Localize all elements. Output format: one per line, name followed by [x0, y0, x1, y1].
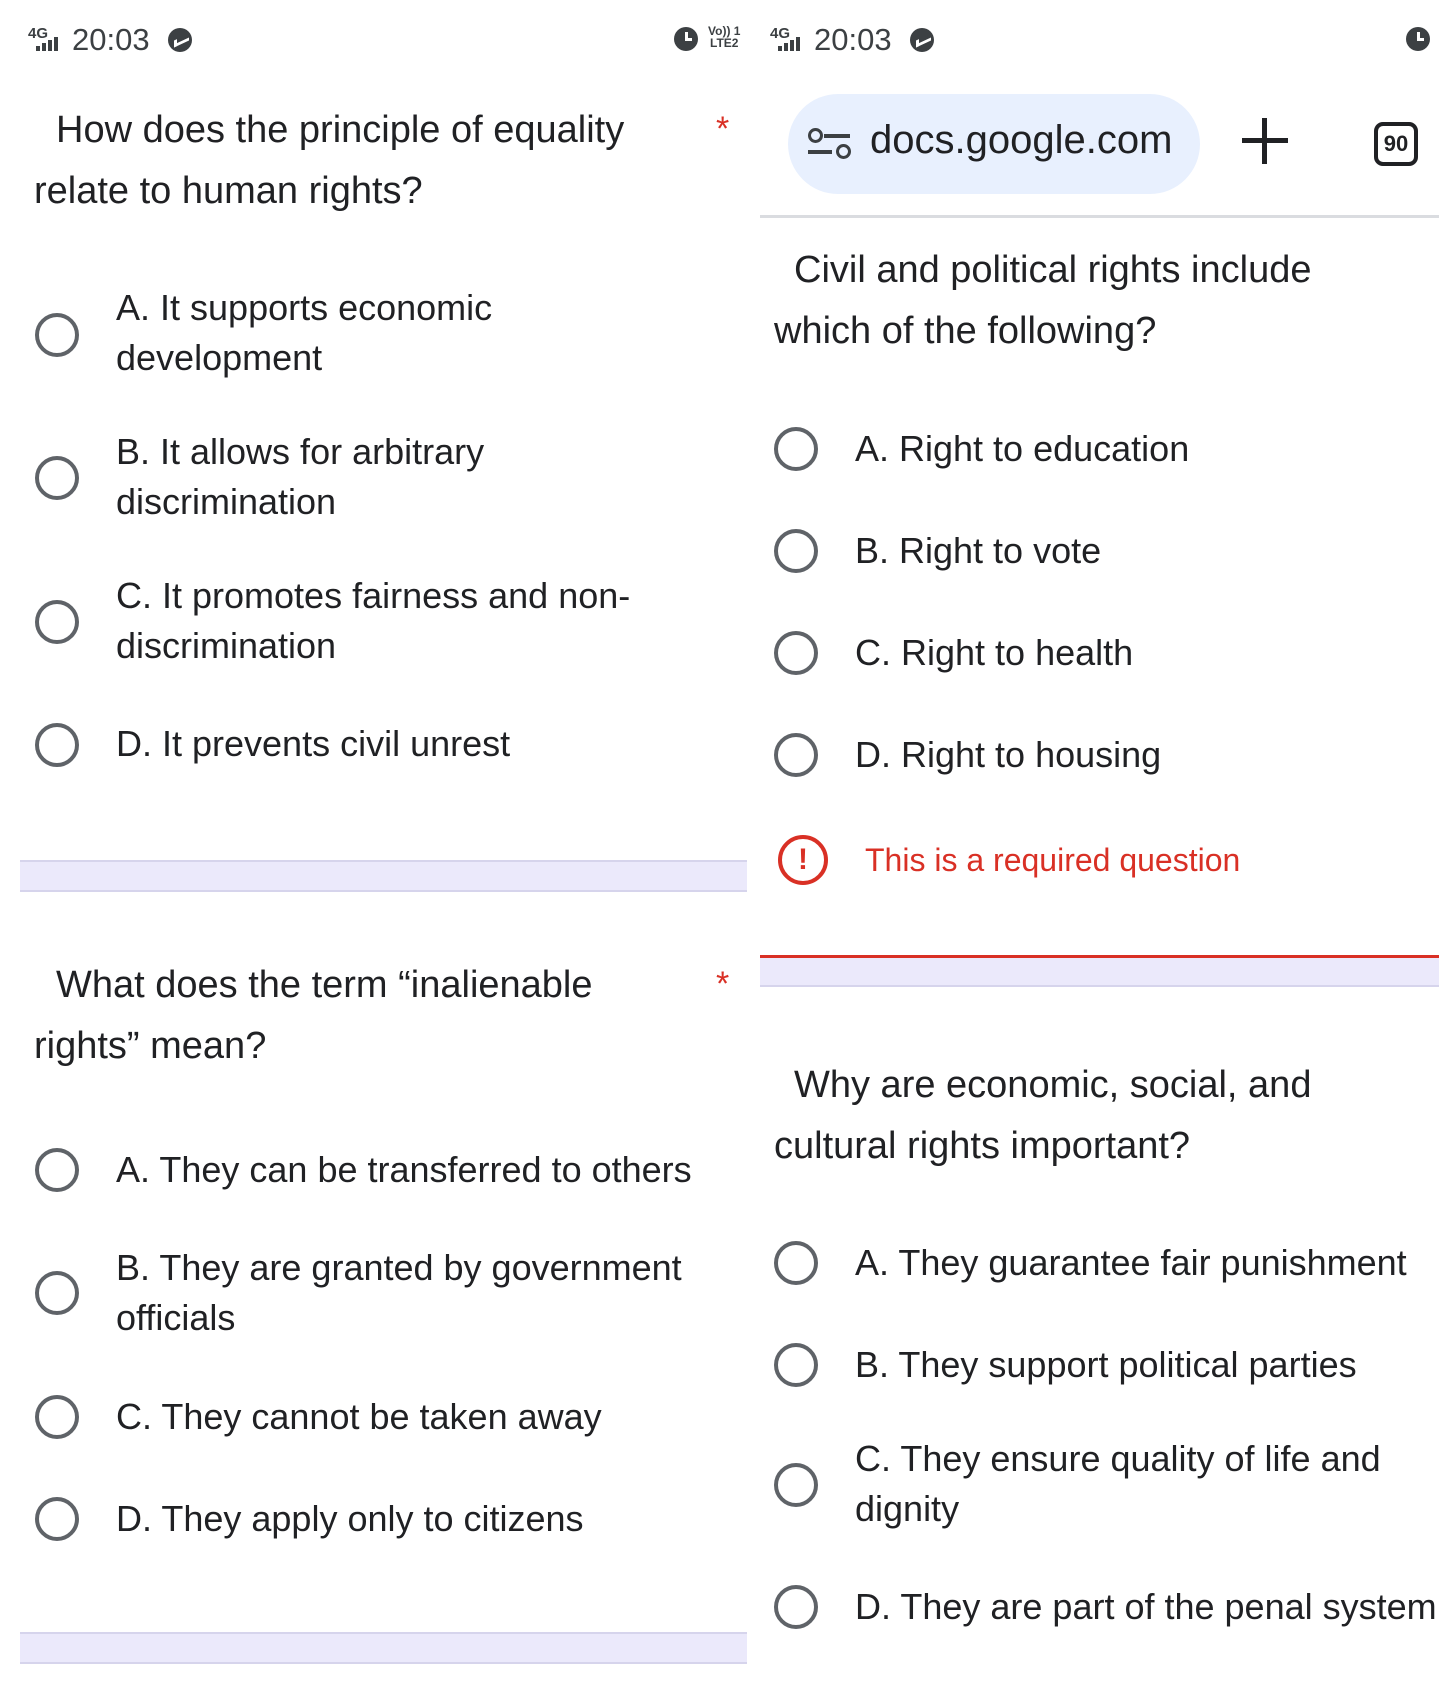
radio-button[interactable]: [35, 600, 79, 644]
option-label[interactable]: A. They can be transferred to others: [116, 1149, 692, 1190]
radio-button[interactable]: [774, 529, 818, 573]
radio-button[interactable]: [35, 1148, 79, 1192]
option-label[interactable]: B. They support political parties: [855, 1344, 1357, 1385]
question-title: What does the term “inalienable rights” mean?: [34, 964, 593, 1067]
radio-button[interactable]: [35, 313, 79, 357]
error-icon: !: [778, 835, 828, 885]
option-label[interactable]: C. They cannot be taken away: [116, 1396, 602, 1437]
radio-button[interactable]: [774, 1463, 818, 1507]
required-asterisk: *: [716, 110, 730, 148]
option-label[interactable]: C. They ensure quality of life and dignity: [855, 1438, 1381, 1529]
tab-switcher-button[interactable]: 90: [1374, 122, 1418, 166]
radio-button[interactable]: [774, 1343, 818, 1387]
radio-button[interactable]: [35, 723, 79, 767]
alarm-icon: [674, 27, 698, 51]
volte-icon: Vo)) 1 LTE2: [708, 24, 741, 50]
radio-button[interactable]: [774, 427, 818, 471]
error-message: This is a required question: [865, 842, 1241, 878]
section-divider: [760, 955, 1439, 987]
option-label[interactable]: D. Right to housing: [855, 734, 1162, 775]
option-label[interactable]: B. It allows for arbitrary discrimination: [116, 431, 485, 522]
status-bar: [770, 22, 934, 58]
messenger-icon: [168, 28, 192, 52]
option-label[interactable]: D. It prevents civil unrest: [116, 723, 511, 764]
option-label[interactable]: C. Right to health: [855, 632, 1134, 673]
signal-icon: 4G: [28, 25, 68, 55]
option-label[interactable]: C. It promotes fairness and non-discrimination: [116, 575, 631, 666]
right-screenshot: [760, 0, 1439, 1700]
option-label[interactable]: D. They apply only to citizens: [116, 1498, 584, 1539]
radio-button[interactable]: [774, 1241, 818, 1285]
status-time: 20:03: [72, 22, 150, 57]
section-divider: [20, 1632, 747, 1664]
radio-button[interactable]: [35, 1271, 79, 1315]
radio-button[interactable]: [35, 1497, 79, 1541]
address-bar[interactable]: [788, 94, 1200, 194]
radio-button[interactable]: [774, 733, 818, 777]
required-asterisk: *: [716, 965, 730, 1003]
question-title: How does the principle of equality relate to human rights?: [34, 109, 625, 212]
alarm-icon: [1406, 27, 1430, 51]
question-title: Civil and political rights include which of the following?: [774, 249, 1312, 352]
status-time: 20:03: [814, 22, 892, 57]
section-divider: [20, 860, 747, 892]
new-tab-plus-icon[interactable]: [1242, 118, 1288, 164]
status-bar: [28, 22, 192, 58]
radio-button[interactable]: [774, 631, 818, 675]
question-title: Why are economic, social, and cultural rights important?: [774, 1064, 1312, 1167]
messenger-icon: [910, 28, 934, 52]
site-settings-icon[interactable]: [808, 128, 852, 162]
radio-button[interactable]: [35, 1395, 79, 1439]
option-label[interactable]: B. They are granted by government officials: [116, 1247, 682, 1338]
option-label[interactable]: A. They guarantee fair punishment: [855, 1242, 1407, 1283]
toolbar-divider: [760, 215, 1439, 218]
option-label[interactable]: A. Right to education: [855, 428, 1190, 469]
url-text[interactable]: docs.google.com: [870, 118, 1173, 162]
option-label[interactable]: D. They are part of the penal system: [855, 1586, 1437, 1627]
option-label[interactable]: A. It supports economic development: [116, 287, 493, 378]
option-label[interactable]: B. Right to vote: [855, 530, 1102, 571]
radio-button[interactable]: [35, 456, 79, 500]
radio-button[interactable]: [774, 1585, 818, 1629]
signal-icon: 4G: [770, 25, 810, 55]
